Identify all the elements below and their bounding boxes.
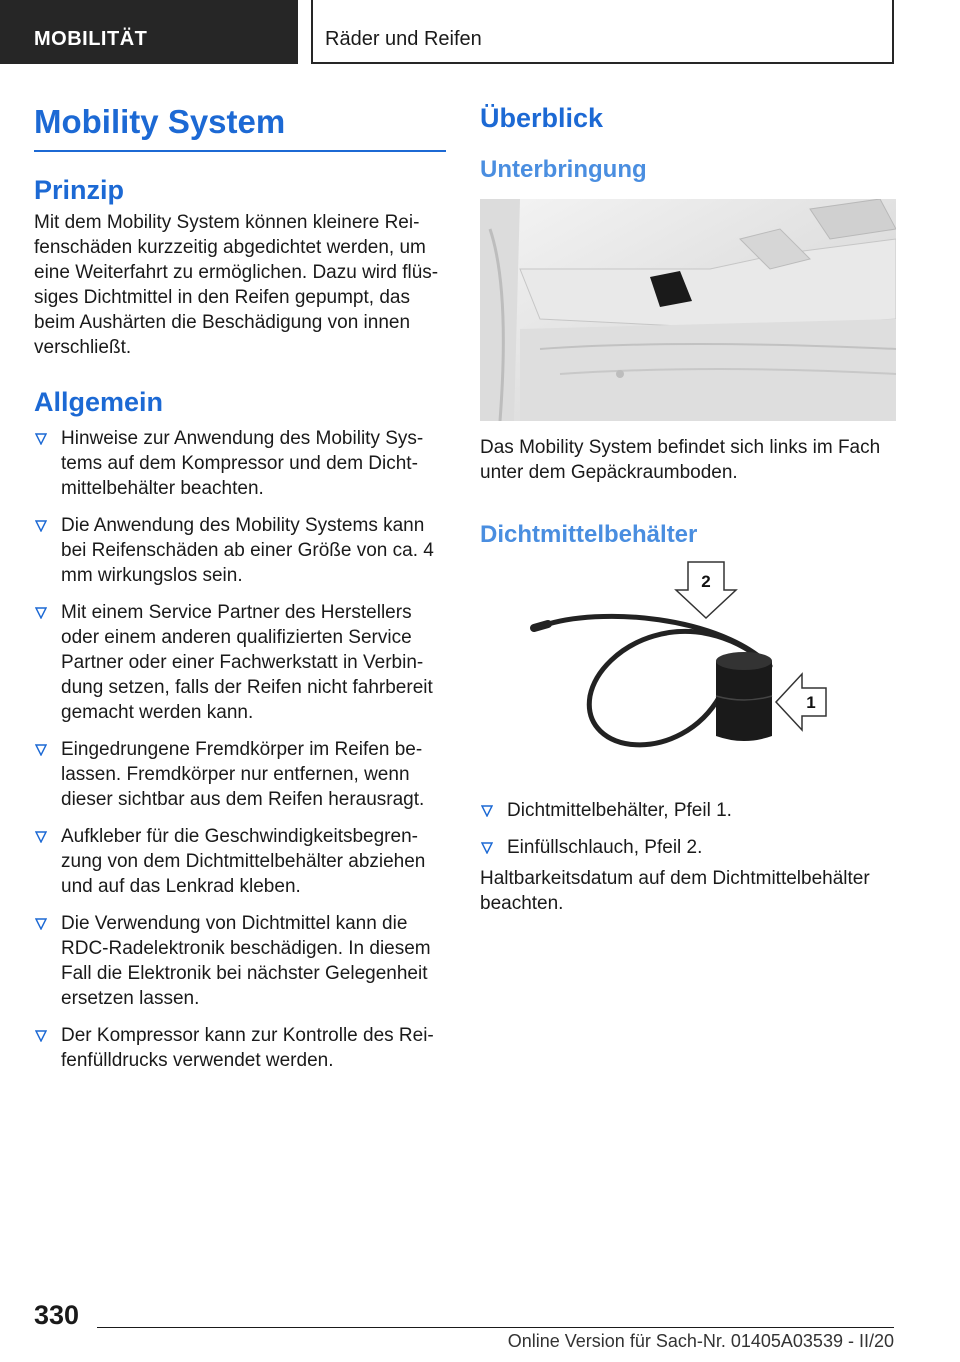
list-item — [34, 824, 446, 899]
left-column — [34, 100, 446, 1085]
dichtmittel-heading: Dichtmittelbehälter — [480, 521, 698, 549]
bullet-triangle-icon — [35, 831, 47, 843]
arrow-1-icon — [776, 674, 826, 730]
haltbarkeit-text: Haltbarkeitsdatum auf dem Dichtmittelbehälter beachten. — [480, 867, 870, 914]
list-item-text: Die Anwendung des Mobility Systems kann bei Reifenschäden ab einer Größe von ca. 4 mm wirkungslos sein. — [61, 515, 434, 587]
arrow-2-icon — [676, 562, 736, 618]
list-item — [34, 600, 446, 725]
chapter-tab — [311, 0, 894, 64]
list-item — [34, 911, 446, 1011]
trunk-compartment-image — [480, 199, 896, 421]
list-item-text: Aufkleber für die Geschwindigkeitsbegren-zung von dem Dichtmittelbehälter abziehen und auf das Lenkrad kleben. — [61, 826, 426, 898]
bullet-triangle-icon — [35, 918, 47, 930]
list-item-text: Eingedrungene Fremdkörper im Reifen be-lassen. Fremdkörper nur entfernen, wenn dieser sichtbar aus dem Reifen herausragt. — [61, 739, 425, 811]
bullet-triangle-icon — [35, 607, 47, 619]
section-label: MOBILITÄT — [34, 28, 148, 50]
chapter-label: Räder und Reifen — [325, 28, 482, 50]
sealant-bottle-illustration — [716, 652, 772, 741]
bullet-triangle-icon — [35, 433, 47, 445]
bullet-triangle-icon — [35, 520, 47, 532]
bullet-triangle-icon — [35, 1030, 47, 1042]
right-column — [480, 100, 896, 916]
arrow-2-label: 2 — [701, 571, 711, 591]
list-item-text: Die Verwendung von Dichtmittel kann die RDC-Radelektronik beschädigen. In diesem Fall die Elektronik bei nächster Gelegenheit ersetzen lassen. — [61, 913, 431, 1010]
list-item — [34, 513, 446, 588]
bullet-triangle-icon — [481, 805, 493, 817]
bullet-triangle-icon — [35, 744, 47, 756]
unterbringung-heading: Unterbringung — [480, 156, 647, 184]
list-item-text: Hinweise zur Anwendung des Mobility Sys-tems auf dem Kompressor und dem Dicht-mittelbehälter beachten. — [61, 428, 424, 500]
list-item — [480, 835, 896, 860]
list-item — [34, 737, 446, 812]
list-item — [34, 1023, 446, 1073]
list-item — [34, 426, 446, 501]
ueberblick-heading: Überblick — [480, 103, 604, 133]
list-item-text: Der Kompressor kann zur Kontrolle des Rei-fenfülldrucks verwendet werden. — [61, 1025, 434, 1072]
dichtmittel-list — [480, 798, 896, 860]
arrow-1-label: 1 — [806, 692, 816, 712]
list-item-text: Mit einem Service Partner des Herstellers oder einem anderen qualifizierten Service Partner oder einer Fachwerkstatt in Verbin-dung setzen, falls der Reifen nicht fahrbereit gemacht werden kann. — [61, 602, 433, 724]
sealant-container-diagram — [480, 556, 896, 786]
footer-divider — [97, 1327, 894, 1328]
page-number: 330 — [34, 1300, 80, 1330]
allgemein-list — [34, 426, 446, 1073]
unterbringung-text: Das Mobility System befindet sich links im Fach unter dem Gepäckraumboden. — [480, 437, 881, 484]
prinzip-heading: Prinzip — [34, 174, 125, 205]
bullet-triangle-icon — [481, 842, 493, 854]
list-item-text: Dichtmittelbehälter, Pfeil 1. — [507, 799, 732, 821]
allgemein-heading: Allgemein — [34, 386, 164, 417]
prinzip-text: Mit dem Mobility System können kleinere Rei-fenschäden kurzzeitig abgedichtet werden, um eine Weiterfahrt zu ermöglichen. Dazu wird flüs-siges Dichtmittel in den Reifen gepumpt, das beim Aushärten die Beschädigung von innen verschließt. — [34, 211, 439, 358]
list-item-text: Einfüllschlauch, Pfeil 2. — [507, 836, 703, 858]
section-tab — [0, 0, 298, 64]
page-title: Mobility System — [34, 102, 446, 152]
list-item — [480, 798, 896, 823]
online-version-text: Online Version für Sach-Nr. 01405A03539 - II/20 — [507, 1331, 894, 1351]
